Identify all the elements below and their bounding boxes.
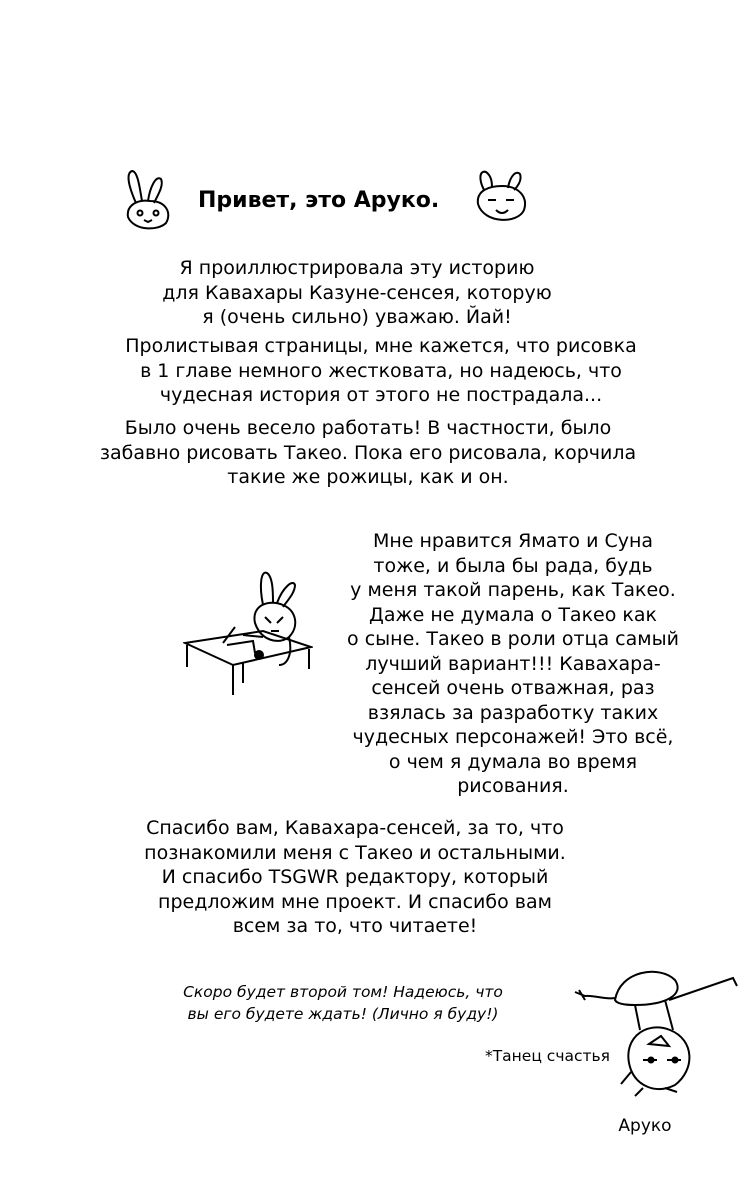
- line: всем за то, что читаете!: [232, 915, 478, 937]
- paragraph-6: [93, 981, 593, 1025]
- paragraph-2: [31, 334, 731, 408]
- line: И спасибо TSGWR редактору, который: [161, 866, 549, 888]
- line: о сыне. Такео в роли отца самый: [347, 628, 679, 650]
- line: Мне нравится Ямато и Суна: [372, 530, 654, 552]
- line: рисования.: [457, 775, 569, 797]
- bunny-right-icon: [470, 168, 532, 228]
- paragraph-4: [313, 529, 713, 799]
- line: Даже не думала о Такео как: [368, 603, 657, 626]
- line: Пролистывая страницы, мне кажется, что рисовка: [125, 335, 637, 357]
- line: Я проиллюстрировала эту историю: [179, 257, 535, 279]
- line: вы его будете ждать! (Лично я буду!): [187, 1005, 499, 1023]
- line: лучший вариант!!! Кавахара-: [365, 652, 661, 675]
- line: в 1 главе немного жестковата, но надеюсь, что: [140, 359, 622, 382]
- signature: Аруко: [618, 1116, 672, 1136]
- happy-dance-character-icon: [565, 960, 745, 1100]
- bunny-left-icon: [118, 165, 178, 235]
- line: предложим мне проект. И спасибо вам: [158, 890, 552, 913]
- line: о чем я думала во время: [388, 750, 638, 773]
- line: Спасибо вам, Кавахара-сенсей, за то, что: [146, 817, 564, 839]
- line: чудесная история от этого не пострадала...: [159, 384, 603, 406]
- line: чудесных персонажей! Это всё,: [352, 726, 674, 748]
- line: сенсей очень отважная, раз: [371, 677, 655, 699]
- line: познакомили меня с Такео и остальными.: [144, 841, 566, 864]
- line: забавно рисовать Такео. Пока его рисовала, корчила: [99, 441, 637, 464]
- line: взялась за разработку таких: [367, 701, 659, 724]
- paragraph-3: [18, 416, 718, 490]
- greeting-title: Привет, это Аруко.: [198, 188, 440, 213]
- line: у меня такой парень, как Такео.: [350, 579, 676, 601]
- paragraph-1: [57, 256, 657, 330]
- line: Скоро будет второй том! Надеюсь, что: [183, 983, 503, 1001]
- dance-note: *Танец счастья: [484, 1047, 610, 1065]
- paragraph-5: [55, 816, 655, 939]
- line: Было очень весело работать! В частности, было: [124, 417, 612, 439]
- line: такие же рожицы, как и он.: [227, 466, 509, 488]
- line: для Кавахары Казуне-сенсея, которую: [162, 281, 552, 304]
- line: я (очень сильно) уважаю. Йай!: [202, 306, 512, 328]
- bunny-drawing-at-desk-icon: [183, 565, 313, 700]
- line: тоже, и была бы рада, будь: [373, 554, 653, 577]
